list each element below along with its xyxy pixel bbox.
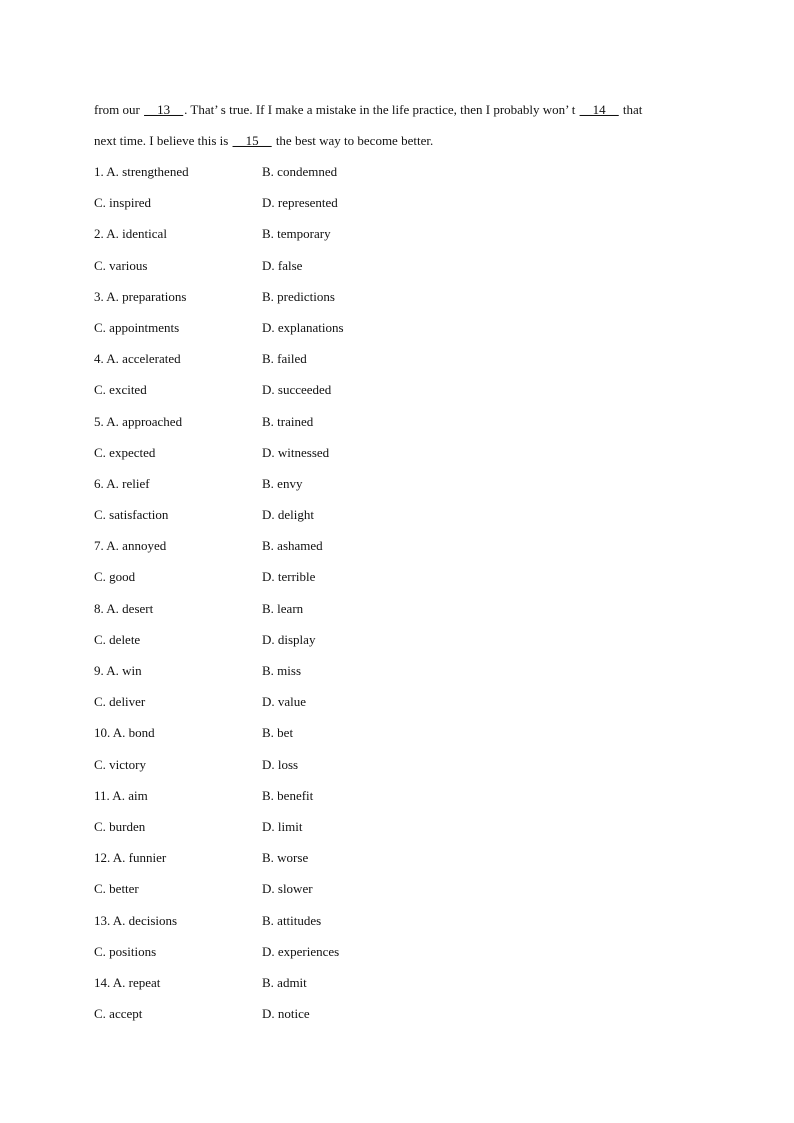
option-c: C. positions: [94, 943, 157, 959]
option-row: [94, 319, 494, 350]
option-row: [94, 631, 494, 662]
option-row: [94, 912, 494, 943]
option-row: [94, 974, 494, 1005]
option-b: B. attitudes: [262, 912, 322, 928]
option-a: 13. A. decisions: [94, 912, 178, 928]
option-row: [94, 506, 494, 537]
option-b: B. envy: [262, 475, 303, 491]
blank-14: __14__: [579, 102, 619, 117]
option-a: 8. A. desert: [94, 600, 154, 616]
option-b: B. trained: [262, 413, 314, 429]
option-b: B. condemned: [262, 164, 338, 179]
option-row: [94, 662, 494, 693]
option-c: C. good: [94, 569, 136, 585]
option-b: B. worse: [262, 850, 309, 866]
option-d: D. succeeded: [262, 382, 332, 398]
option-a: 2. A. identical: [94, 226, 167, 242]
option-row: [94, 444, 494, 475]
option-b: B. ashamed: [262, 538, 323, 554]
option-a: 7. A. annoyed: [94, 538, 167, 554]
option-d: D. display: [262, 631, 316, 647]
option-d: D. slower: [262, 881, 313, 897]
option-row: [94, 194, 494, 225]
option-c: C. accept: [94, 1006, 143, 1022]
option-a: 14. A. repeat: [94, 974, 161, 990]
option-row: [94, 537, 494, 568]
option-a: 11. A. aim: [94, 787, 148, 803]
option-row: [94, 225, 494, 256]
option-b: B. bet: [262, 725, 294, 741]
option-c: C. expected: [94, 444, 156, 460]
option-row: [94, 350, 494, 381]
option-b: B. temporary: [262, 226, 331, 242]
option-c: C. satisfaction: [94, 507, 169, 523]
option-b: B. failed: [262, 351, 307, 367]
option-row: [94, 1005, 494, 1036]
option-row: [94, 756, 494, 787]
option-a: 1. A. strengthened: [94, 164, 189, 179]
option-a: 3. A. preparations: [94, 288, 187, 304]
option-row: [94, 818, 494, 849]
option-b: B. admit: [262, 974, 307, 990]
option-c: C. better: [94, 881, 139, 897]
option-a: 5. A. approached: [94, 413, 183, 429]
option-row: [94, 693, 494, 724]
option-c: C. burden: [94, 818, 146, 834]
option-row: [94, 880, 494, 911]
option-row: [94, 568, 494, 599]
option-d: D. represented: [262, 195, 338, 211]
option-row: [94, 475, 494, 506]
option-row: [94, 600, 494, 631]
option-c: C. appointments: [94, 319, 180, 335]
passage-text: that: [622, 102, 643, 117]
option-c: C. various: [94, 257, 148, 273]
option-row: [94, 381, 494, 412]
option-row: [94, 163, 494, 194]
passage-text: the best way to become better.: [275, 133, 434, 148]
option-row: [94, 724, 494, 755]
option-d: D. explanations: [262, 319, 344, 335]
option-row: [94, 943, 494, 974]
options-list: [94, 163, 494, 1036]
option-d: D. loss: [262, 756, 299, 772]
option-c: C. inspired: [94, 195, 152, 211]
option-b: B. predictions: [262, 288, 335, 304]
option-d: D. notice: [262, 1006, 310, 1022]
option-c: C. delete: [94, 631, 141, 647]
option-a: 9. A. win: [94, 663, 142, 678]
passage-text: . That’ s true. If I make a mistake in the life practice, then I probably won’ t: [184, 102, 576, 117]
option-row: [94, 787, 494, 818]
option-d: D. delight: [262, 507, 314, 523]
option-d: D. false: [262, 257, 303, 273]
option-b: B. benefit: [262, 787, 314, 803]
blank-13: __13__: [144, 102, 184, 117]
option-c: C. victory: [94, 756, 146, 772]
option-a: 4. A. accelerated: [94, 351, 181, 367]
passage-text: from our: [94, 102, 140, 117]
option-a: 6. A. relief: [94, 475, 150, 491]
passage-line-2: [94, 132, 714, 150]
option-row: [94, 288, 494, 319]
option-d: D. witnessed: [262, 444, 330, 460]
option-d: D. experiences: [262, 943, 340, 959]
option-b: B. miss: [262, 663, 302, 678]
option-row: [94, 257, 494, 288]
option-a: 12. A. funnier: [94, 850, 167, 866]
option-d: D. value: [262, 694, 307, 710]
option-a: 10. A. bond: [94, 725, 155, 741]
passage-line-1: [94, 101, 714, 119]
option-row: [94, 849, 494, 880]
option-row: [94, 413, 494, 444]
option-c: C. excited: [94, 382, 147, 398]
option-b: B. learn: [262, 600, 304, 616]
option-d: D. limit: [262, 818, 303, 834]
option-d: D. terrible: [262, 569, 316, 585]
passage-text: next time. I believe this is: [94, 133, 229, 148]
blank-15: __15__: [232, 133, 272, 148]
option-c: C. deliver: [94, 694, 146, 710]
